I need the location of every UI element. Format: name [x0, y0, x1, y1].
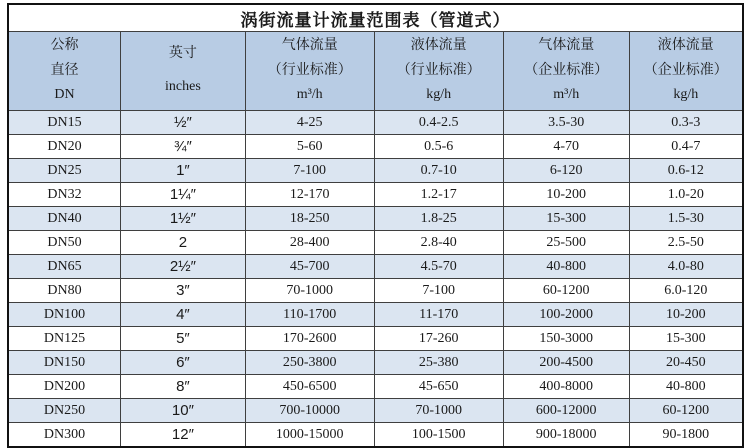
dn-cell: DN65: [8, 255, 120, 279]
dn-cell: DN15: [8, 111, 120, 135]
col-header-line: inches: [165, 78, 201, 94]
gas-enterprise-cell: 3.5-30: [503, 111, 629, 135]
col-header-line: 直径: [50, 62, 79, 78]
col-header-line: （企业标准）: [524, 62, 609, 78]
inches-cell: 1″: [120, 159, 245, 183]
inches-cell: 2: [120, 231, 245, 255]
dn-cell: DN300: [8, 423, 120, 448]
gas-industry-cell: 1000-15000: [245, 423, 374, 448]
dn-cell: DN100: [8, 303, 120, 327]
col-header-line: 公称: [50, 38, 79, 54]
liquid-industry-cell: 1.2-17: [374, 183, 503, 207]
table-row: [8, 207, 743, 231]
col-header-line: 气体流量: [538, 38, 595, 54]
inches-cell: 1½″: [120, 207, 245, 231]
gas-industry-cell: 28-400: [245, 231, 374, 255]
liquid-industry-cell: 100-1500: [374, 423, 503, 448]
liquid-enterprise-cell: 2.5-50: [629, 231, 743, 255]
dn-cell: DN32: [8, 183, 120, 207]
gas-industry-cell: 45-700: [245, 255, 374, 279]
table-row: [8, 183, 743, 207]
gas-enterprise-cell: 10-200: [503, 183, 629, 207]
liquid-industry-cell: 7-100: [374, 279, 503, 303]
col-header-line: （企业标准）: [643, 62, 728, 78]
gas-industry-cell: 7-100: [245, 159, 374, 183]
gas-enterprise-cell: 4-70: [503, 135, 629, 159]
gas-enterprise-cell: 15-300: [503, 207, 629, 231]
gas-enterprise-cell: 6-120: [503, 159, 629, 183]
col-header-line: 液体流量: [657, 38, 714, 54]
col-header-gas-enterprise: [503, 32, 629, 111]
liquid-enterprise-cell: 0.6-12: [629, 159, 743, 183]
liquid-enterprise-cell: 0.4-7: [629, 135, 743, 159]
liquid-industry-cell: 11-170: [374, 303, 503, 327]
table-row: [8, 255, 743, 279]
dn-cell: DN40: [8, 207, 120, 231]
dn-cell: DN250: [8, 399, 120, 423]
table-row: [8, 135, 743, 159]
gas-industry-cell: 250-3800: [245, 351, 374, 375]
inches-cell: 8″: [120, 375, 245, 399]
col-header-unit: kg/h: [426, 86, 452, 102]
gas-industry-cell: 18-250: [245, 207, 374, 231]
liquid-enterprise-cell: 10-200: [629, 303, 743, 327]
table-row: [8, 159, 743, 183]
gas-industry-cell: 450-6500: [245, 375, 374, 399]
col-header-unit: m³/h: [296, 86, 323, 102]
liquid-enterprise-cell: 90-1800: [629, 423, 743, 448]
liquid-industry-cell: 25-380: [374, 351, 503, 375]
col-header-line: 液体流量: [410, 38, 467, 54]
liquid-enterprise-cell: 20-450: [629, 351, 743, 375]
liquid-enterprise-cell: 15-300: [629, 327, 743, 351]
gas-industry-cell: 700-10000: [245, 399, 374, 423]
col-header-line: 气体流量: [281, 38, 338, 54]
gas-enterprise-cell: 600-12000: [503, 399, 629, 423]
inches-cell: 2½″: [120, 255, 245, 279]
gas-industry-cell: 170-2600: [245, 327, 374, 351]
inches-cell: 12″: [120, 423, 245, 448]
dn-cell: DN20: [8, 135, 120, 159]
table-row: [8, 423, 743, 448]
col-header-inches: [120, 32, 245, 111]
inches-cell: 6″: [120, 351, 245, 375]
inches-cell: 3″: [120, 279, 245, 303]
gas-enterprise-cell: 100-2000: [503, 303, 629, 327]
liquid-enterprise-cell: 40-800: [629, 375, 743, 399]
inches-cell: ½″: [120, 111, 245, 135]
dn-cell: DN125: [8, 327, 120, 351]
gas-industry-cell: 110-1700: [245, 303, 374, 327]
table-row: [8, 279, 743, 303]
gas-enterprise-cell: 200-4500: [503, 351, 629, 375]
col-header-dn: [8, 32, 120, 111]
table-row: [8, 303, 743, 327]
table-row: [8, 399, 743, 423]
liquid-enterprise-cell: 1.0-20: [629, 183, 743, 207]
col-header-line: （行业标准）: [267, 62, 352, 78]
col-header-line: DN: [54, 86, 75, 102]
table-row: [8, 111, 743, 135]
liquid-enterprise-cell: 0.3-3: [629, 111, 743, 135]
liquid-enterprise-cell: 4.0-80: [629, 255, 743, 279]
liquid-industry-cell: 2.8-40: [374, 231, 503, 255]
liquid-industry-cell: 70-1000: [374, 399, 503, 423]
col-header-line: （行业标准）: [396, 62, 481, 78]
gas-enterprise-cell: 40-800: [503, 255, 629, 279]
dn-cell: DN25: [8, 159, 120, 183]
gas-industry-cell: 70-1000: [245, 279, 374, 303]
inches-cell: 5″: [120, 327, 245, 351]
table-row: [8, 231, 743, 255]
gas-enterprise-cell: 400-8000: [503, 375, 629, 399]
inches-cell: ¾″: [120, 135, 245, 159]
gas-industry-cell: 12-170: [245, 183, 374, 207]
inches-cell: 1¼″: [120, 183, 245, 207]
table-body: [8, 111, 743, 448]
liquid-industry-cell: 0.7-10: [374, 159, 503, 183]
table-row: [8, 351, 743, 375]
table-row: [8, 375, 743, 399]
col-header-unit: m³/h: [553, 86, 580, 102]
liquid-industry-cell: 45-650: [374, 375, 503, 399]
flow-range-table: [7, 3, 744, 448]
gas-enterprise-cell: 900-18000: [503, 423, 629, 448]
col-header-unit: kg/h: [673, 86, 699, 102]
gas-industry-cell: 5-60: [245, 135, 374, 159]
gas-enterprise-cell: 150-3000: [503, 327, 629, 351]
inches-cell: 10″: [120, 399, 245, 423]
gas-industry-cell: 4-25: [245, 111, 374, 135]
liquid-industry-cell: 1.8-25: [374, 207, 503, 231]
title-row: [8, 4, 743, 32]
dn-cell: DN200: [8, 375, 120, 399]
gas-enterprise-cell: 60-1200: [503, 279, 629, 303]
header-row: [8, 32, 743, 111]
dn-cell: DN80: [8, 279, 120, 303]
col-header-liquid-enterprise: [629, 32, 743, 111]
col-header-liquid-industry: [374, 32, 503, 111]
liquid-industry-cell: 17-260: [374, 327, 503, 351]
gas-enterprise-cell: 25-500: [503, 231, 629, 255]
dn-cell: DN150: [8, 351, 120, 375]
table-row: [8, 327, 743, 351]
liquid-enterprise-cell: 6.0-120: [629, 279, 743, 303]
col-header-gas-industry: [245, 32, 374, 111]
liquid-enterprise-cell: 60-1200: [629, 399, 743, 423]
liquid-enterprise-cell: 1.5-30: [629, 207, 743, 231]
liquid-industry-cell: 0.5-6: [374, 135, 503, 159]
liquid-industry-cell: 4.5-70: [374, 255, 503, 279]
dn-cell: DN50: [8, 231, 120, 255]
page-title: 涡街流量计流量范围表（管道式）: [8, 4, 743, 32]
col-header-line: 英寸: [168, 46, 197, 62]
liquid-industry-cell: 0.4-2.5: [374, 111, 503, 135]
inches-cell: 4″: [120, 303, 245, 327]
